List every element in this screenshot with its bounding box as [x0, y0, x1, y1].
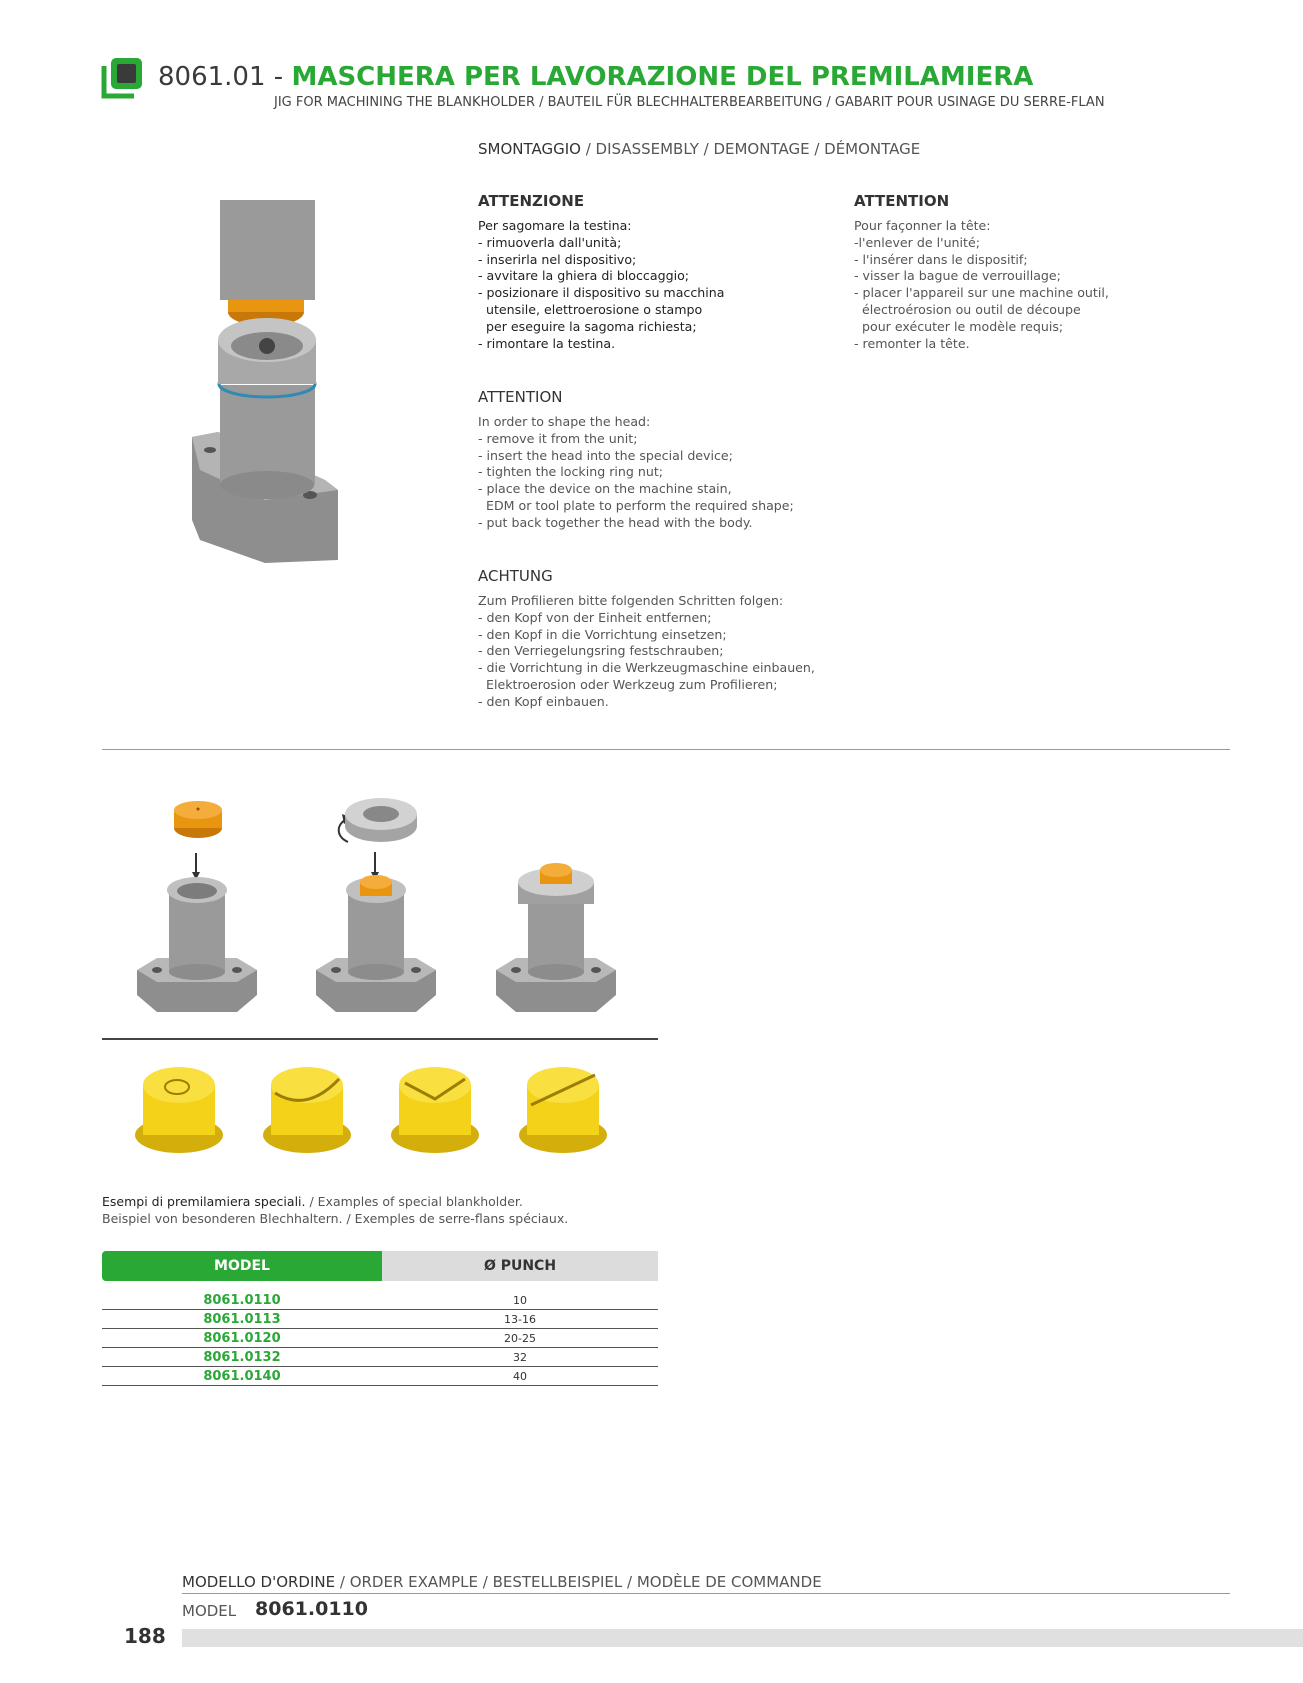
en-attention-heading: ATTENTION — [478, 388, 563, 406]
order-example-heading: MODELLO D'ORDINE / ORDER EXAMPLE / BESTELLBEISPIEL / MODÈLE DE COMMANDE — [182, 1573, 822, 1591]
fr-attention-heading: ATTENTION — [854, 192, 950, 210]
de-attention-heading: ACHTUNG — [478, 567, 553, 585]
section-heading: SMONTAGGIO / DISASSEMBLY / DEMONTAGE / DÉMONTAGE — [478, 140, 921, 158]
exploded-assembly-illustration — [180, 200, 360, 570]
de-instructions: Zum Profilieren bitte folgenden Schritten folgen: - den Kopf von der Einheit entfernen; - den Kopf in die Vorrichtung einsetzen; - den Verriegelungsring festschrauben; - die Vorrichtung in die Werkzeugmaschine einbauen, Elektroerosion oder Werkzeug zum Profilieren; - den Kopf einbauen. — [478, 593, 815, 709]
assembly-steps-illustration — [130, 790, 650, 1030]
page-heading: 8061.01 - MASCHERA PER LAVORAZIONE DEL PREMILAMIERA — [158, 62, 1034, 92]
order-divider — [182, 1593, 1230, 1594]
it-instructions: Per sagomare la testina: - rimuoverla dall'unità; - inserirla nel dispositivo; - avvitare la ghiera di bloccaggio; - posizionare il dispositivo su macchina utensile, elettroerosione o stampo per eseguire la sagoma richiesta; - rimontare la testina. — [478, 218, 725, 351]
fr-instructions: Pour façonner la tête: -l'enlever de l'unité; - l'insérer dans le dispositif; - visser la bague de verrouillage; - placer l'appareil sur une machine outil, électroérosion ou outil de découpe pour exécuter le modèle requis; - remonter la tête. — [854, 218, 1109, 351]
en-instructions: In order to shape the head: - remove it from the unit; - insert the head into the special device; - tighten the locking ring nut; - place the device on the machine stain, EDM or tool plate to perform the required shape; - put back together the head with the body. — [478, 414, 794, 530]
column-header-model: MODEL — [102, 1251, 382, 1281]
column-header-punch: Ø PUNCH — [382, 1251, 658, 1281]
model-table — [102, 1251, 658, 1386]
table-row: 8061.0113 13-16 — [102, 1310, 658, 1329]
step-3 — [496, 863, 616, 1012]
brand-logo-icon — [100, 54, 146, 100]
example-slanted-head — [519, 1067, 607, 1153]
order-model-label: MODEL — [182, 1602, 237, 1620]
example-flat-head — [135, 1067, 223, 1153]
table-row: 8061.0140 40 — [102, 1367, 658, 1386]
order-model-value: 8061.0110 — [255, 1598, 368, 1620]
table-row: 8061.0120 20-25 — [102, 1329, 658, 1348]
table-row: 8061.0132 32 — [102, 1348, 658, 1367]
examples-caption: Esempi di premilamiera speciali. / Examples of special blankholder. Beispiel von besonderen Blechhaltern. / Exemples de serre-flans spéciaux. — [102, 1194, 569, 1226]
page-number: 188 — [124, 1624, 166, 1648]
table-row: 8061.0110 10 — [102, 1291, 658, 1310]
special-blankholder-examples — [135, 1055, 635, 1165]
page-subtitle: JIG FOR MACHINING THE BLANKHOLDER / BAUTEIL FÜR BLECHHALTERBEARBEITUNG / GABARIT POUR USINAGE DU SERRE-FLAN — [274, 95, 1105, 110]
footer-bar — [182, 1629, 1303, 1647]
jig-body — [192, 200, 338, 563]
it-attention-heading: ATTENZIONE — [478, 192, 585, 210]
page-title: MASCHERA PER LAVORAZIONE DEL PREMILAMIERA — [291, 62, 1034, 92]
section-divider — [102, 749, 1230, 750]
step-1 — [137, 801, 257, 1012]
example-v-head — [391, 1067, 479, 1153]
step-2 — [316, 798, 436, 1012]
product-code: 8061.01 — [158, 62, 266, 92]
example-curved-head — [263, 1067, 351, 1153]
illustration-divider — [102, 1038, 658, 1040]
